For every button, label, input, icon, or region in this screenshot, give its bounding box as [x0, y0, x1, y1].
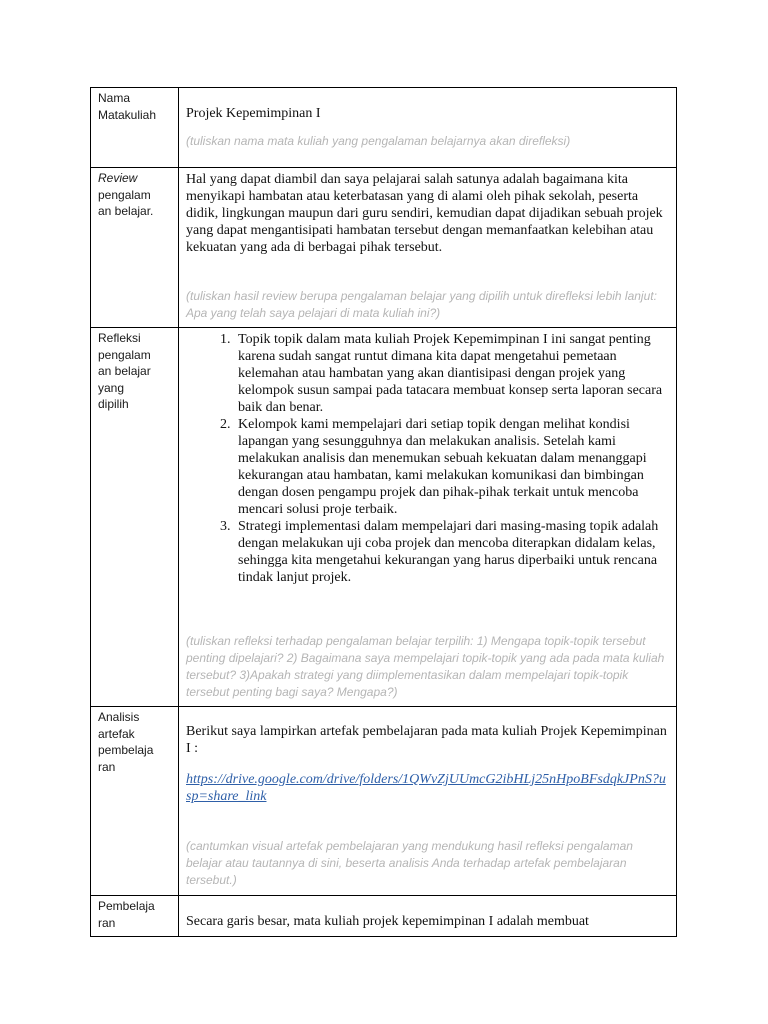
hint-text: (tuliskan hasil review berupa pengalaman belajar yang dipilih untuk direfleksi lebih lanjut: Apa yang telah saya pelajari di mata kuliah ini?) [186, 289, 657, 320]
row-label-cell [91, 168, 179, 328]
review-text: Hal yang dapat diambil dan saya pelajarai salah satunya adalah bagaimana kita menyikapi hambatan atau keterbatasan yang di alami oleh pihak sekolah, peserta didik, lingkungan maupun dari guru sendiri, kemudian dapat dijadikan sebuah projek yang dapat mengantisipati hambatan tersebut dengan memanfaatkan kelebihan atau kekuatan yang ada di berbagai pihak tersebut. [186, 172, 663, 255]
row-content-cell [179, 707, 677, 896]
row-label: Nama Matakuliah [98, 91, 157, 122]
hint-text: (tuliskan refleksi terhadap pengalaman belajar terpilih: 1) Mengapa topik-topik tersebut penting dipelajari? 2) Bagaimana saya mempelajari topik-topik yang ada pada mata kuliah tersebut? 3)Apakah strategi yang diimplementasikan dalam mempelajari topik-topik tersebut penting bagi saya? Mengapa?) [186, 634, 665, 699]
artefact-text: Berikut saya lampirkan artefak pembelajaran pada mata kuliah Projek Kepemimpinan I : [186, 724, 667, 756]
learning-text: Secara garis besar, mata kuliah projek kepemimpinan I adalah membuat [186, 914, 589, 929]
row-label: pengalam an belajar. [98, 187, 154, 218]
row-content-cell [179, 896, 677, 937]
row-label-cell [91, 328, 179, 707]
reflection-table [90, 87, 677, 937]
table-row [91, 328, 677, 707]
row-label-cell [91, 707, 179, 896]
list-item: 1. Topik topik dalam mata kuliah Projek Kepemimpinan I ini sangat penting karena sudah sangat runtut dimana kita dapat mengetahui pemetaan kelemahan atau hambatan yang akan diantisipasi dengan projek yang kelompok susun sampai pada tatacara membuat konsep serta laporan secara baik dan benar. [234, 331, 670, 416]
hint-text: (tuliskan nama mata kuliah yang pengalaman belajarnya akan direfleksi) [186, 134, 571, 148]
row-content-cell [179, 88, 677, 168]
artefact-link[interactable]: https://drive.google.com/drive/folders/1QWvZjUUmcG2ibHLj25nHpoBFsdqkJPnS?usp=share_link [186, 772, 666, 804]
course-name: Projek Kepemimpinan I [186, 106, 321, 121]
row-label: Refleksi pengalam an belajar yang dipilih [98, 331, 151, 411]
row-label-italic: Review [98, 171, 138, 185]
row-content-cell [179, 168, 677, 328]
row-label: Pembelaja ran [98, 899, 155, 930]
list-item: 3. Strategi implementasi dalam mempelajari dari masing-masing topik adalah dengan melakukan uji coba projek dan mencoba diterapkan didalam kelas, sehingga kita mengetahui kekurangan yang harus diperbaiki untuk rencana tindak lanjut projek. [234, 518, 670, 586]
table-row [91, 896, 677, 937]
hint-text: (cantumkan visual artefak pembelajaran yang mendukung hasil refleksi pengalaman belajar atau tautannya di sini, beserta analisis Anda terhadap artefak pembelajaran tersebut.) [186, 839, 633, 887]
table-row [91, 168, 677, 328]
list-item: 2. Kelompok kami mempelajari dari setiap topik dengan melihat kondisi lapangan yang sesungguhnya dan melakukan analisis. Setelah kami melakukan analisis dan menemukan sebuah kekuatan dalam menanggapi kekurangan atau hambatan, kami melakukan komunikasi dan bimbingan dengan dosen pengampu projek dan pihak-pihak terkait untuk mencoba mencari solusi proje terbaik. [234, 416, 670, 518]
reflection-list [186, 331, 670, 586]
table-row [91, 88, 677, 168]
table-row [91, 707, 677, 896]
row-label-cell [91, 896, 179, 937]
row-content-cell [179, 328, 677, 707]
row-label-cell [91, 88, 179, 168]
row-label: Analisis artefak pembelaja ran [98, 710, 154, 774]
